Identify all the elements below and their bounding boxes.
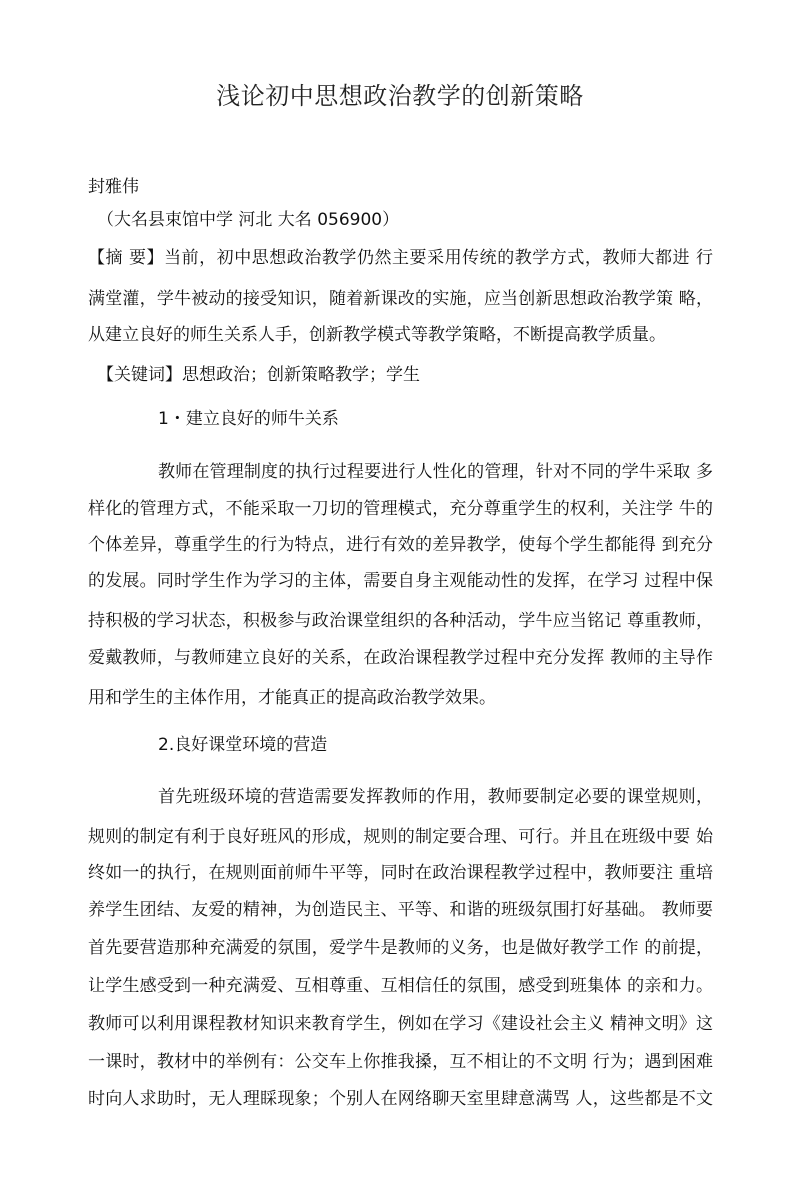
section-2-line: 养学生团结、友爱的精神，为创造民主、平等、和谐的班级氛围打好基础。 教师要: [88, 900, 713, 920]
abstract-line-3: 从建立良好的师生关系人手，创新教学模式等教学策略，不断提高教学质量。: [88, 325, 666, 345]
keywords-line: [97, 365, 420, 385]
section-heading-1: 1・建立良好的师牛关系: [158, 409, 339, 429]
section-2-line: 首先班级环境的营造需要发挥教师的作用，教师要制定必要的课堂规则，: [158, 787, 713, 807]
section-2-line: 终如一的执行，在规则面前师牛平等，同时在政治课程教学过程中，教师要注 重培: [88, 863, 713, 883]
author-affiliation: （大名县束馆中学 河北 大名 056900）: [97, 210, 400, 230]
keywords-label: 【关键词】: [97, 365, 182, 385]
section-1-line: 样化的管理方式，不能采取一刀切的管理模式，充分尊重学生的权利，关注学 牛的: [88, 499, 713, 519]
keywords-text: 思想政治；创新策略教学；学生: [182, 365, 420, 385]
section-2-line: 时向人求助时，无人理睬现象；个别人在网络聊天室里肆意满骂 人，这些都是不文: [88, 1089, 713, 1109]
section-1-line: 的发展。同时学生作为学习的主体，需要自身主观能动性的发挥，在学习 过程中保: [88, 571, 713, 591]
section-2-line: 首先要营造那种充满爱的氛围，爱学牛是教师的义务，也是做好教学工作 的前提，: [88, 938, 713, 958]
section-1-line: 用和学生的主体作用，才能真正的提高政治教学效果。: [88, 688, 496, 708]
section-2-line: 让学生感受到一种充满爱、互相尊重、互相信任的氛围，感受到班集体 的亲和力。: [88, 976, 713, 996]
section-1-line: 教师在管理制度的执行过程要进行人性化的管理，针对不同的学牛采取 多: [158, 462, 713, 482]
abstract-line-2: 满堂灌，学牛被动的接受知识，随着新课改的实施，应当创新思想政治教学策 略，: [88, 289, 713, 309]
section-heading-2: 2.良好课堂环境的营造: [158, 735, 328, 755]
author-name: 封雅伟: [88, 177, 139, 197]
abstract-text: 当前，初中思想政治教学仍然主要采用传统的教学方式，教师大都进 行: [164, 248, 714, 268]
section-1-line: 持积极的学习状态，积极参与政治课堂组织的各种活动，学牛应当铭记 尊重教师，: [88, 611, 713, 631]
paper-title: 浅论初中思想政治教学的创新策略: [216, 82, 584, 110]
section-2-line: 规则的制定有利于良好班风的形成，规则的制定要合理、可行。并且在班级中要 始: [88, 827, 713, 847]
abstract-label: 【摘 要】: [88, 248, 165, 268]
section-1-line: 个体差异，尊重学生的行为特点，进行有效的差异教学，使每个学生都能得 到充分: [88, 535, 713, 555]
abstract-line-1: [88, 248, 713, 268]
section-2-line: 教师可以利用课程教材知识来教育学生，例如在学习《建设社会主义 精神文明》这: [88, 1014, 713, 1034]
section-2-line: 一课时，教材中的举例有：公交车上你推我搡，互不相让的不文明 行为；遇到困难: [88, 1052, 713, 1072]
section-1-line: 爱戴教师，与教师建立良好的关系，在政治课程教学过程中充分发挥 教师的主导作: [88, 648, 713, 668]
